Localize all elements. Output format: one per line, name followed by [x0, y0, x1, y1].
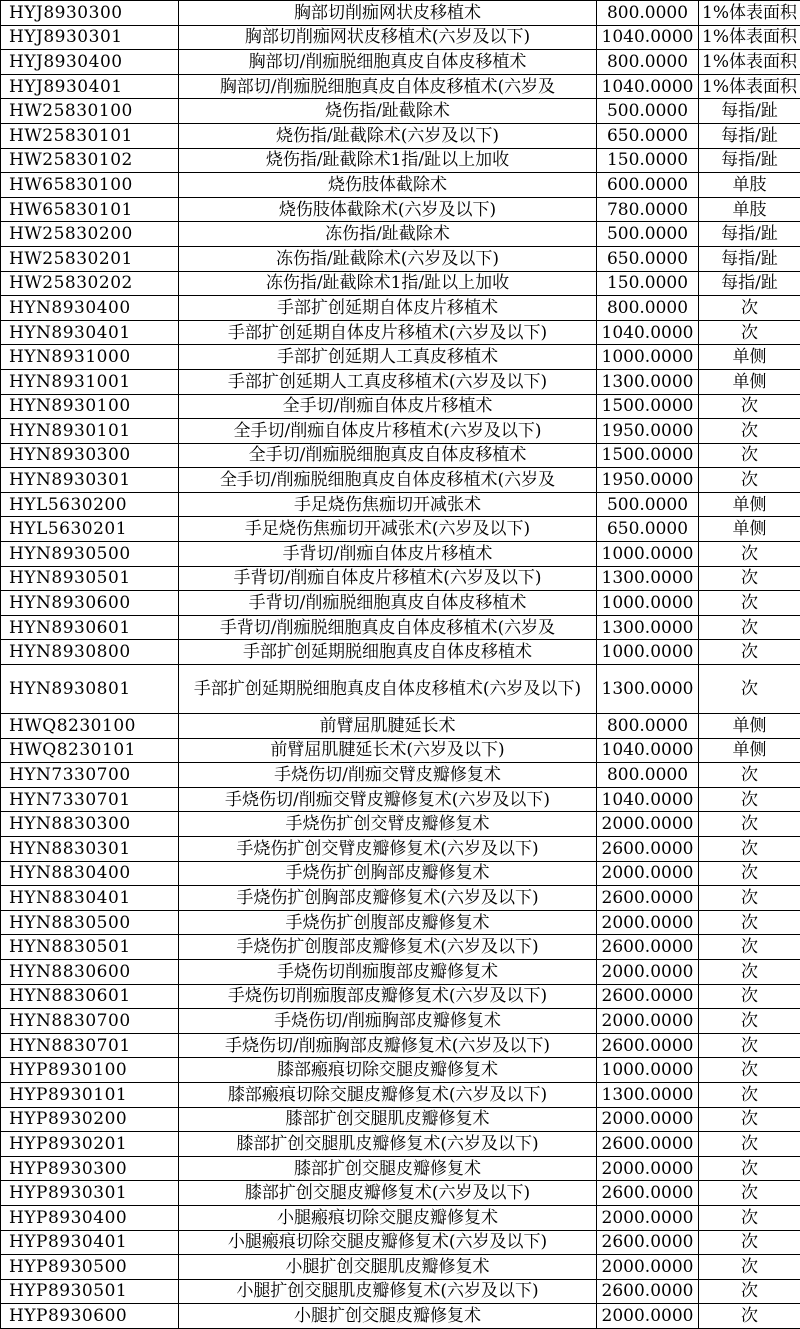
item-unit-cell: 次 [699, 1107, 800, 1132]
item-name-cell: 手烧伤扩创腹部皮瓣修复术 [179, 910, 597, 935]
item-unit-cell: 次 [699, 566, 800, 591]
item-code-cell: HYJ8930301 [1, 25, 179, 50]
item-price-cell: 800.0000 [597, 1, 699, 26]
item-name-cell: 手烧伤切削痂腹部皮瓣修复术 [179, 959, 597, 984]
item-name-cell: 膝部扩创交腿皮瓣修复术 [179, 1156, 597, 1181]
item-name-cell: 手背切/削痂脱细胞真皮自体皮移植术(六岁及 [179, 615, 597, 640]
item-name-cell: 膝部扩创交腿皮瓣修复术(六岁及以下) [179, 1181, 597, 1206]
item-price-cell: 800.0000 [597, 296, 699, 321]
item-name-cell: 膝部扩创交腿肌皮瓣修复术 [179, 1107, 597, 1132]
table-row [1, 615, 800, 640]
item-code-cell: HYN7330701 [1, 787, 179, 812]
table-row [1, 296, 800, 321]
item-price-cell: 150.0000 [597, 148, 699, 173]
item-code-cell: HYN8830500 [1, 910, 179, 935]
item-name-cell: 手烧伤切/削痂胸部皮瓣修复术 [179, 1009, 597, 1034]
item-name-cell: 烧伤指/趾截除术(六岁及以下) [179, 123, 597, 148]
item-name-cell: 胸部切/削痂脱细胞真皮自体皮移植术 [179, 50, 597, 75]
item-code-cell: HYN8930800 [1, 640, 179, 665]
table-row [1, 787, 800, 812]
table-row [1, 369, 800, 394]
table-row [1, 984, 800, 1009]
item-name-cell: 烧伤指/趾截除术1指/趾以上加收 [179, 148, 597, 173]
item-price-cell: 2000.0000 [597, 1107, 699, 1132]
item-unit-cell: 次 [699, 542, 800, 567]
item-code-cell: HYN8930400 [1, 296, 179, 321]
item-unit-cell: 次 [699, 1205, 800, 1230]
item-name-cell: 手背切/削痂脱细胞真皮自体皮移植术 [179, 591, 597, 616]
item-code-cell: HYN8930101 [1, 419, 179, 444]
table-row [1, 591, 800, 616]
item-price-cell: 2000.0000 [597, 959, 699, 984]
table-row [1, 123, 800, 148]
item-name-cell: 小腿扩创交腿皮瓣修复术 [179, 1304, 597, 1329]
item-unit-cell: 次 [699, 419, 800, 444]
item-unit-cell: 次 [699, 837, 800, 862]
table-row [1, 935, 800, 960]
item-price-cell: 2600.0000 [597, 1230, 699, 1255]
table-row [1, 419, 800, 444]
item-code-cell: HYJ8930300 [1, 1, 179, 26]
item-name-cell: 手足烧伤焦痂切开减张术 [179, 492, 597, 517]
table-row [1, 1205, 800, 1230]
item-code-cell: HW25830101 [1, 123, 179, 148]
item-unit-cell: 次 [699, 763, 800, 788]
item-name-cell: 手烧伤切/削痂交臂皮瓣修复术(六岁及以下) [179, 787, 597, 812]
item-price-cell: 1300.0000 [597, 369, 699, 394]
item-price-cell: 2000.0000 [597, 1156, 699, 1181]
item-code-cell: HYP8930300 [1, 1156, 179, 1181]
table-row [1, 1255, 800, 1280]
item-price-cell: 1000.0000 [597, 1058, 699, 1083]
item-unit-cell: 次 [699, 615, 800, 640]
table-row [1, 1082, 800, 1107]
item-code-cell: HYP8930200 [1, 1107, 179, 1132]
item-price-cell: 800.0000 [597, 763, 699, 788]
item-unit-cell: 次 [699, 1279, 800, 1304]
item-price-cell: 1000.0000 [597, 542, 699, 567]
item-name-cell: 烧伤肢体截除术 [179, 173, 597, 198]
table-row [1, 640, 800, 665]
item-code-cell: HYN8830501 [1, 935, 179, 960]
item-unit-cell: 次 [699, 1255, 800, 1280]
item-name-cell: 手部扩创延期脱细胞真皮自体皮移植术(六岁及以下) [179, 665, 597, 714]
item-price-cell: 2000.0000 [597, 812, 699, 837]
item-price-cell: 2600.0000 [597, 935, 699, 960]
item-name-cell: 手部扩创延期自体皮片移植术(六岁及以下) [179, 320, 597, 345]
item-unit-cell: 每指/趾 [699, 246, 800, 271]
item-price-cell: 800.0000 [597, 50, 699, 75]
table-row [1, 861, 800, 886]
table-row [1, 1181, 800, 1206]
table-row [1, 1156, 800, 1181]
item-code-cell: HYN8930301 [1, 468, 179, 493]
item-code-cell: HWQ8230100 [1, 714, 179, 739]
item-unit-cell: 次 [699, 1009, 800, 1034]
item-unit-cell: 次 [699, 959, 800, 984]
item-price-cell: 1000.0000 [597, 345, 699, 370]
item-price-cell: 650.0000 [597, 517, 699, 542]
item-name-cell: 手背切/削痂自体皮片移植术(六岁及以下) [179, 566, 597, 591]
item-name-cell: 冻伤指/趾截除术 [179, 222, 597, 247]
item-code-cell: HYN8930801 [1, 665, 179, 714]
item-price-cell: 1500.0000 [597, 394, 699, 419]
item-name-cell: 冻伤指/趾截除术1指/趾以上加收 [179, 271, 597, 296]
table-row [1, 468, 800, 493]
table-row [1, 910, 800, 935]
item-code-cell: HYN8930600 [1, 591, 179, 616]
item-price-cell: 1000.0000 [597, 640, 699, 665]
item-price-cell: 1040.0000 [597, 787, 699, 812]
table-row [1, 222, 800, 247]
item-name-cell: 小腿扩创交腿肌皮瓣修复术(六岁及以下) [179, 1279, 597, 1304]
item-unit-cell: 次 [699, 640, 800, 665]
table-row [1, 99, 800, 124]
item-price-cell: 2000.0000 [597, 861, 699, 886]
table-row [1, 1058, 800, 1083]
item-price-cell: 150.0000 [597, 271, 699, 296]
item-code-cell: HW25830201 [1, 246, 179, 271]
item-price-cell: 500.0000 [597, 222, 699, 247]
table-row [1, 763, 800, 788]
item-price-cell: 1040.0000 [597, 320, 699, 345]
item-unit-cell: 次 [699, 296, 800, 321]
item-code-cell: HYP8930401 [1, 1230, 179, 1255]
item-price-cell: 650.0000 [597, 246, 699, 271]
item-name-cell: 小腿瘢痕切除交腿皮瓣修复术(六岁及以下) [179, 1230, 597, 1255]
item-name-cell: 烧伤肢体截除术(六岁及以下) [179, 197, 597, 222]
item-price-cell: 2600.0000 [597, 886, 699, 911]
table-row [1, 320, 800, 345]
item-unit-cell: 次 [699, 1181, 800, 1206]
item-name-cell: 全手切/削痂自体皮片移植术(六岁及以下) [179, 419, 597, 444]
item-unit-cell: 次 [699, 591, 800, 616]
table-row [1, 812, 800, 837]
item-code-cell: HYP8930101 [1, 1082, 179, 1107]
item-unit-cell: 单肢 [699, 173, 800, 198]
item-price-cell: 2600.0000 [597, 837, 699, 862]
item-price-cell: 650.0000 [597, 123, 699, 148]
item-code-cell: HYN8930500 [1, 542, 179, 567]
item-name-cell: 全手切/削痂自体皮片移植术 [179, 394, 597, 419]
item-code-cell: HYN8930601 [1, 615, 179, 640]
item-name-cell: 膝部瘢痕切除交腿皮瓣修复术(六岁及以下) [179, 1082, 597, 1107]
item-unit-cell: 次 [699, 320, 800, 345]
item-code-cell: HW65830100 [1, 173, 179, 198]
table-row [1, 665, 800, 714]
item-code-cell: HWQ8230101 [1, 738, 179, 763]
table-row [1, 197, 800, 222]
table-row [1, 1, 800, 26]
item-unit-cell: 次 [699, 812, 800, 837]
item-price-cell: 2000.0000 [597, 910, 699, 935]
table-row [1, 517, 800, 542]
item-price-cell: 2600.0000 [597, 1279, 699, 1304]
table-row [1, 443, 800, 468]
item-name-cell: 胸部切削痂网状皮移植术 [179, 1, 597, 26]
item-code-cell: HW25830100 [1, 99, 179, 124]
item-code-cell: HYP8930201 [1, 1132, 179, 1157]
item-name-cell: 小腿瘢痕切除交腿皮瓣修复术 [179, 1205, 597, 1230]
item-code-cell: HYN8830400 [1, 861, 179, 886]
item-name-cell: 前臂屈肌腱延长术(六岁及以下) [179, 738, 597, 763]
item-price-cell: 800.0000 [597, 714, 699, 739]
item-unit-cell: 次 [699, 935, 800, 960]
item-unit-cell: 1%体表面积 [699, 1, 800, 26]
table-row [1, 566, 800, 591]
item-unit-cell: 次 [699, 886, 800, 911]
item-code-cell: HYJ8930401 [1, 74, 179, 99]
item-price-cell: 2600.0000 [597, 984, 699, 1009]
item-name-cell: 手烧伤扩创腹部皮瓣修复术(六岁及以下) [179, 935, 597, 960]
item-unit-cell: 次 [699, 787, 800, 812]
item-name-cell: 手部扩创延期脱细胞真皮自体皮移植术 [179, 640, 597, 665]
item-name-cell: 手背切/削痂自体皮片移植术 [179, 542, 597, 567]
item-unit-cell: 次 [699, 1033, 800, 1058]
item-name-cell: 冻伤指/趾截除术(六岁及以下) [179, 246, 597, 271]
item-unit-cell: 1%体表面积 [699, 74, 800, 99]
item-price-cell: 1950.0000 [597, 419, 699, 444]
item-unit-cell: 次 [699, 910, 800, 935]
item-name-cell: 手烧伤扩创胸部皮瓣修复术(六岁及以下) [179, 886, 597, 911]
item-unit-cell: 次 [699, 1230, 800, 1255]
item-name-cell: 手部扩创延期人工真皮移植术(六岁及以下) [179, 369, 597, 394]
item-unit-cell: 单侧 [699, 492, 800, 517]
item-price-cell: 780.0000 [597, 197, 699, 222]
table-row [1, 959, 800, 984]
item-price-cell: 1300.0000 [597, 615, 699, 640]
item-unit-cell: 单侧 [699, 345, 800, 370]
table-row [1, 50, 800, 75]
item-price-cell: 1000.0000 [597, 591, 699, 616]
item-code-cell: HYN8830301 [1, 837, 179, 862]
table-row [1, 1132, 800, 1157]
item-unit-cell: 次 [699, 861, 800, 886]
item-price-cell: 1300.0000 [597, 1082, 699, 1107]
item-code-cell: HYN8830401 [1, 886, 179, 911]
table-row [1, 25, 800, 50]
table-row [1, 1279, 800, 1304]
table-row [1, 173, 800, 198]
item-name-cell: 手部扩创延期人工真皮移植术 [179, 345, 597, 370]
item-code-cell: HYN8830300 [1, 812, 179, 837]
item-name-cell: 胸部切削痂网状皮移植术(六岁及以下) [179, 25, 597, 50]
item-name-cell: 手烧伤切削痂腹部皮瓣修复术(六岁及以下) [179, 984, 597, 1009]
table-row [1, 837, 800, 862]
item-unit-cell: 次 [699, 443, 800, 468]
item-code-cell: HYP8930400 [1, 1205, 179, 1230]
item-name-cell: 手足烧伤焦痂切开减张术(六岁及以下) [179, 517, 597, 542]
item-code-cell: HYN8830600 [1, 959, 179, 984]
item-name-cell: 手烧伤扩创交臂皮瓣修复术 [179, 812, 597, 837]
item-code-cell: HYN8930300 [1, 443, 179, 468]
item-price-cell: 1040.0000 [597, 25, 699, 50]
item-unit-cell: 次 [699, 1058, 800, 1083]
item-price-cell: 2600.0000 [597, 1181, 699, 1206]
item-price-cell: 1040.0000 [597, 74, 699, 99]
item-unit-cell: 单侧 [699, 517, 800, 542]
item-code-cell: HYP8930301 [1, 1181, 179, 1206]
table-row [1, 1033, 800, 1058]
item-code-cell: HYN8830601 [1, 984, 179, 1009]
item-code-cell: HW25830202 [1, 271, 179, 296]
item-unit-cell: 每指/趾 [699, 271, 800, 296]
item-name-cell: 胸部切/削痂脱细胞真皮自体皮移植术(六岁及 [179, 74, 597, 99]
item-price-cell: 1300.0000 [597, 665, 699, 714]
item-name-cell: 膝部瘢痕切除交腿皮瓣修复术 [179, 1058, 597, 1083]
table-row [1, 1304, 800, 1329]
item-unit-cell: 单侧 [699, 369, 800, 394]
item-price-cell: 2000.0000 [597, 1304, 699, 1329]
item-code-cell: HYN7330700 [1, 763, 179, 788]
item-code-cell: HYJ8930400 [1, 50, 179, 75]
table-row [1, 345, 800, 370]
item-name-cell: 手烧伤切/削痂交臂皮瓣修复术 [179, 763, 597, 788]
item-code-cell: HYP8930501 [1, 1279, 179, 1304]
item-code-cell: HYN8931000 [1, 345, 179, 370]
item-price-cell: 1950.0000 [597, 468, 699, 493]
item-unit-cell: 次 [699, 468, 800, 493]
item-code-cell: HYP8930600 [1, 1304, 179, 1329]
item-unit-cell: 1%体表面积 [699, 50, 800, 75]
item-name-cell: 全手切/削痂脱细胞真皮自体皮移植术 [179, 443, 597, 468]
item-price-cell: 2000.0000 [597, 1205, 699, 1230]
table-row [1, 886, 800, 911]
item-code-cell: HYN8931001 [1, 369, 179, 394]
table-row [1, 492, 800, 517]
item-code-cell: HYN8830701 [1, 1033, 179, 1058]
table-row [1, 1107, 800, 1132]
item-name-cell: 手烧伤切/削痂胸部皮瓣修复术(六岁及以下) [179, 1033, 597, 1058]
item-code-cell: HW25830102 [1, 148, 179, 173]
item-code-cell: HYP8930100 [1, 1058, 179, 1083]
item-price-cell: 1500.0000 [597, 443, 699, 468]
item-price-cell: 1300.0000 [597, 566, 699, 591]
table-row [1, 1009, 800, 1034]
item-code-cell: HYN8930501 [1, 566, 179, 591]
item-unit-cell: 次 [699, 394, 800, 419]
item-unit-cell: 单肢 [699, 197, 800, 222]
item-code-cell: HYL5630201 [1, 517, 179, 542]
item-price-cell: 2600.0000 [597, 1033, 699, 1058]
table-row [1, 542, 800, 567]
item-code-cell: HYP8930500 [1, 1255, 179, 1280]
item-name-cell: 小腿扩创交腿肌皮瓣修复术 [179, 1255, 597, 1280]
item-price-cell: 500.0000 [597, 99, 699, 124]
item-name-cell: 全手切/削痂脱细胞真皮自体皮移植术(六岁及 [179, 468, 597, 493]
fee-table-body [1, 1, 800, 1329]
item-code-cell: HYN8930401 [1, 320, 179, 345]
item-name-cell: 手烧伤扩创交臂皮瓣修复术(六岁及以下) [179, 837, 597, 862]
item-unit-cell: 每指/趾 [699, 222, 800, 247]
item-code-cell: HYL5630200 [1, 492, 179, 517]
item-unit-cell: 单侧 [699, 714, 800, 739]
table-row [1, 738, 800, 763]
item-unit-cell: 次 [699, 665, 800, 714]
table-row [1, 74, 800, 99]
table-row [1, 714, 800, 739]
table-row [1, 148, 800, 173]
item-unit-cell: 次 [699, 1082, 800, 1107]
item-name-cell: 膝部扩创交腿肌皮瓣修复术(六岁及以下) [179, 1132, 597, 1157]
item-unit-cell: 次 [699, 984, 800, 1009]
item-name-cell: 烧伤指/趾截除术 [179, 99, 597, 124]
item-code-cell: HYN8930100 [1, 394, 179, 419]
table-row [1, 271, 800, 296]
item-unit-cell: 次 [699, 1132, 800, 1157]
table-row [1, 246, 800, 271]
item-name-cell: 手部扩创延期自体皮片移植术 [179, 296, 597, 321]
item-code-cell: HW25830200 [1, 222, 179, 247]
item-code-cell: HYN8830700 [1, 1009, 179, 1034]
item-name-cell: 手烧伤扩创胸部皮瓣修复术 [179, 861, 597, 886]
item-unit-cell: 每指/趾 [699, 148, 800, 173]
table-row [1, 1230, 800, 1255]
item-price-cell: 500.0000 [597, 492, 699, 517]
item-price-cell: 2000.0000 [597, 1009, 699, 1034]
item-price-cell: 2000.0000 [597, 1255, 699, 1280]
item-price-cell: 1040.0000 [597, 738, 699, 763]
item-unit-cell: 每指/趾 [699, 123, 800, 148]
item-name-cell: 前臂屈肌腱延长术 [179, 714, 597, 739]
table-row [1, 394, 800, 419]
item-unit-cell: 单侧 [699, 738, 800, 763]
item-unit-cell: 每指/趾 [699, 99, 800, 124]
item-unit-cell: 次 [699, 1304, 800, 1329]
item-price-cell: 2600.0000 [597, 1132, 699, 1157]
item-unit-cell: 次 [699, 1156, 800, 1181]
item-code-cell: HW65830101 [1, 197, 179, 222]
item-price-cell: 600.0000 [597, 173, 699, 198]
item-unit-cell: 1%体表面积 [699, 25, 800, 50]
